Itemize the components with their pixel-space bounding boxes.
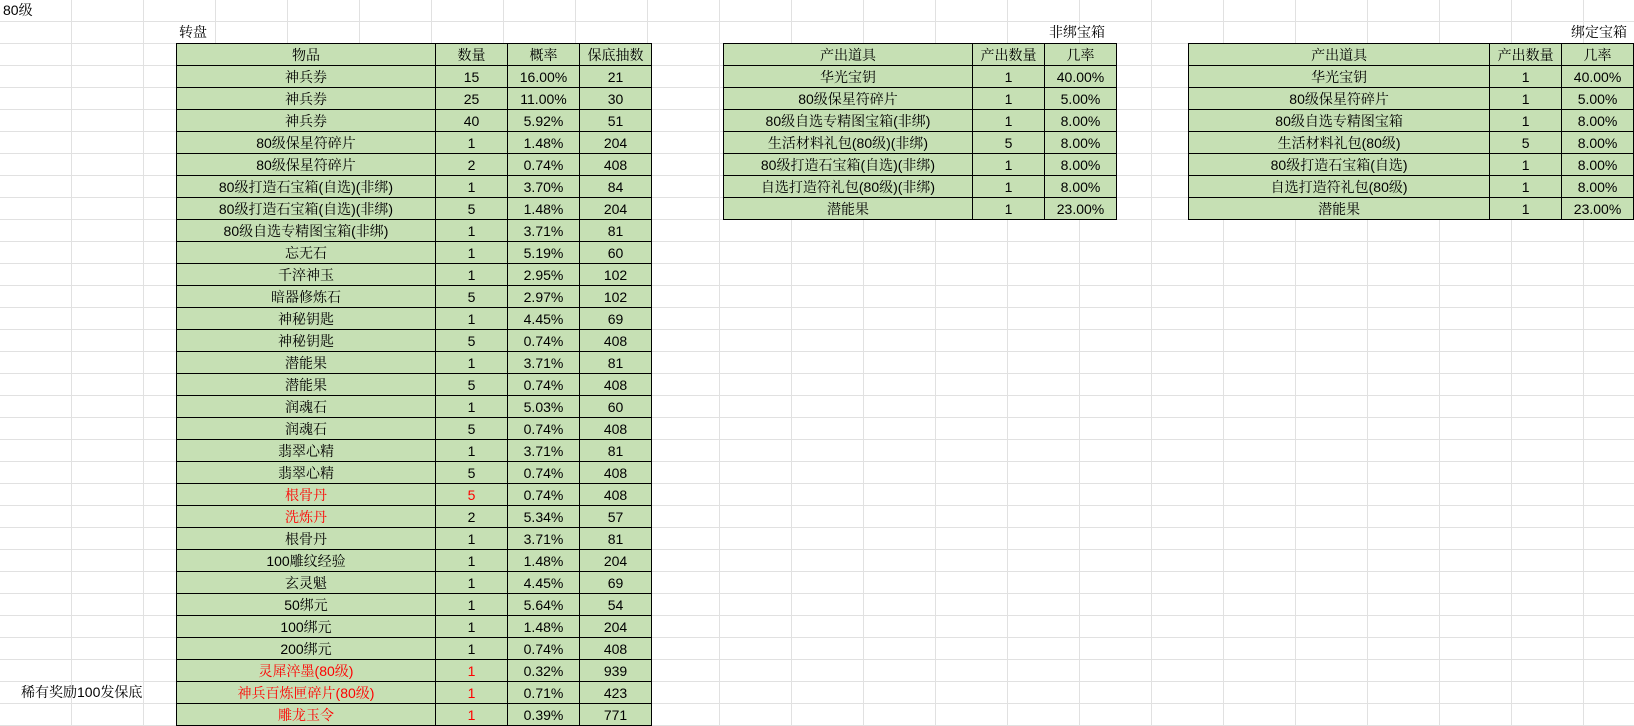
pity-cell[interactable]: 408 — [580, 154, 652, 176]
table-row — [177, 176, 652, 198]
table-row — [1189, 110, 1634, 132]
rate-cell[interactable]: 8.00% — [1562, 132, 1634, 154]
table-row — [177, 88, 652, 110]
prob-cell[interactable]: 0.74% — [508, 374, 580, 396]
output-qty-cell[interactable]: 1 — [973, 66, 1045, 88]
prob-cell[interactable]: 5.03% — [508, 396, 580, 418]
output-item-cell[interactable]: 华光宝钥 — [1189, 66, 1490, 88]
table-row — [177, 286, 652, 308]
qty-cell[interactable]: 1 — [436, 704, 508, 726]
item-cell[interactable]: 润魂石 — [177, 396, 436, 418]
rate-cell[interactable]: 40.00% — [1562, 66, 1634, 88]
wheel-label[interactable]: 转盘 — [179, 24, 207, 40]
wheel-table — [176, 43, 652, 726]
item-cell[interactable]: 洗炼丹 — [177, 506, 436, 528]
item-cell[interactable]: 100雕纹经验 — [177, 550, 436, 572]
qty-cell[interactable]: 1 — [436, 352, 508, 374]
pity-cell[interactable]: 408 — [580, 462, 652, 484]
output-item-cell[interactable]: 80级保星符碎片 — [724, 88, 973, 110]
item-cell[interactable]: 神秘钥匙 — [177, 330, 436, 352]
qty-cell[interactable]: 1 — [436, 220, 508, 242]
qty-cell[interactable]: 40 — [436, 110, 508, 132]
pity-cell[interactable]: 204 — [580, 198, 652, 220]
unbound-header-row — [724, 44, 1117, 66]
output-qty-cell[interactable]: 1 — [1490, 154, 1562, 176]
rate-cell[interactable]: 40.00% — [1045, 66, 1117, 88]
pity-cell[interactable]: 81 — [580, 352, 652, 374]
header-rate[interactable]: 几率 — [1562, 44, 1634, 66]
pity-cell[interactable]: 102 — [580, 264, 652, 286]
table-row — [177, 352, 652, 374]
header-output-qty[interactable]: 产出数量 — [973, 44, 1045, 66]
rate-cell[interactable]: 8.00% — [1045, 176, 1117, 198]
table-row — [724, 176, 1117, 198]
output-qty-cell[interactable]: 1 — [973, 176, 1045, 198]
item-cell[interactable]: 80级保星符碎片 — [177, 132, 436, 154]
table-row — [177, 572, 652, 594]
pity-cell[interactable]: 84 — [580, 176, 652, 198]
header-qty[interactable]: 数量 — [436, 44, 508, 66]
qty-cell[interactable]: 5 — [436, 418, 508, 440]
prob-cell[interactable]: 5.19% — [508, 242, 580, 264]
qty-cell[interactable]: 1 — [436, 594, 508, 616]
prob-cell[interactable]: 3.70% — [508, 176, 580, 198]
prob-cell[interactable]: 0.71% — [508, 682, 580, 704]
qty-cell[interactable]: 1 — [436, 528, 508, 550]
pity-cell[interactable]: 423 — [580, 682, 652, 704]
table-row — [177, 506, 652, 528]
qty-cell[interactable]: 5 — [436, 286, 508, 308]
pity-cell[interactable]: 939 — [580, 660, 652, 682]
qty-cell[interactable]: 1 — [436, 660, 508, 682]
prob-cell[interactable]: 5.92% — [508, 110, 580, 132]
item-cell[interactable]: 潜能果 — [177, 374, 436, 396]
prob-cell[interactable]: 0.74% — [508, 330, 580, 352]
output-item-cell[interactable]: 生活材料礼包(80级)(非绑) — [724, 132, 973, 154]
table-row — [177, 440, 652, 462]
table-row — [177, 462, 652, 484]
table-row — [1189, 176, 1634, 198]
table-row — [177, 198, 652, 220]
table-row — [177, 704, 652, 726]
item-cell[interactable]: 80级自选专精图宝箱(非绑) — [177, 220, 436, 242]
prob-cell[interactable]: 11.00% — [508, 88, 580, 110]
qty-cell[interactable]: 5 — [436, 330, 508, 352]
table-row — [177, 528, 652, 550]
output-item-cell[interactable]: 80级打造石宝箱(自选) — [1189, 154, 1490, 176]
qty-cell[interactable]: 5 — [436, 484, 508, 506]
output-item-cell[interactable]: 80级打造石宝箱(自选)(非绑) — [724, 154, 973, 176]
output-qty-cell[interactable]: 5 — [1490, 132, 1562, 154]
qty-cell[interactable]: 1 — [436, 242, 508, 264]
output-qty-cell[interactable]: 5 — [973, 132, 1045, 154]
table-row — [724, 88, 1117, 110]
table-row — [724, 198, 1117, 220]
prob-cell[interactable]: 1.48% — [508, 550, 580, 572]
pity-cell[interactable]: 30 — [580, 88, 652, 110]
output-item-cell[interactable]: 生活材料礼包(80级) — [1189, 132, 1490, 154]
table-row — [177, 308, 652, 330]
table-row — [1189, 132, 1634, 154]
output-qty-cell[interactable]: 1 — [1490, 198, 1562, 220]
qty-cell[interactable]: 1 — [436, 264, 508, 286]
item-cell[interactable]: 雕龙玉令 — [177, 704, 436, 726]
item-cell[interactable]: 灵犀淬墨(80级) — [177, 660, 436, 682]
prob-cell[interactable]: 16.00% — [508, 66, 580, 88]
qty-cell[interactable]: 25 — [436, 88, 508, 110]
qty-cell[interactable]: 5 — [436, 462, 508, 484]
pity-cell[interactable]: 51 — [580, 110, 652, 132]
table-row — [177, 264, 652, 286]
prob-cell[interactable]: 0.74% — [508, 484, 580, 506]
pity-cell[interactable]: 81 — [580, 528, 652, 550]
header-rate[interactable]: 几率 — [1045, 44, 1117, 66]
output-qty-cell[interactable]: 1 — [973, 154, 1045, 176]
rate-cell[interactable]: 8.00% — [1045, 110, 1117, 132]
prob-cell[interactable]: 3.71% — [508, 440, 580, 462]
qty-cell[interactable]: 5 — [436, 374, 508, 396]
output-item-cell[interactable]: 80级自选专精图宝箱(非绑) — [724, 110, 973, 132]
qty-cell[interactable]: 1 — [436, 440, 508, 462]
table-row — [177, 220, 652, 242]
table-row — [1189, 154, 1634, 176]
prob-cell[interactable]: 5.34% — [508, 506, 580, 528]
item-cell[interactable]: 翡翠心精 — [177, 440, 436, 462]
item-cell[interactable]: 80级保星符碎片 — [177, 154, 436, 176]
pity-cell[interactable]: 204 — [580, 132, 652, 154]
qty-cell[interactable]: 1 — [436, 176, 508, 198]
rate-cell[interactable]: 5.00% — [1562, 88, 1634, 110]
pity-cell[interactable]: 408 — [580, 484, 652, 506]
item-cell[interactable]: 神兵券 — [177, 88, 436, 110]
output-item-cell[interactable]: 80级自选专精图宝箱 — [1189, 110, 1490, 132]
prob-cell[interactable]: 5.64% — [508, 594, 580, 616]
pity-cell[interactable]: 204 — [580, 550, 652, 572]
item-cell[interactable]: 100绑元 — [177, 616, 436, 638]
rare-reward-note[interactable]: 稀有奖励100发保底 — [21, 684, 143, 700]
table-row — [177, 374, 652, 396]
table-row — [177, 110, 652, 132]
item-cell[interactable]: 根骨丹 — [177, 484, 436, 506]
table-row — [724, 132, 1117, 154]
table-row — [724, 66, 1117, 88]
rate-cell[interactable]: 8.00% — [1045, 132, 1117, 154]
item-cell[interactable]: 翡翠心精 — [177, 462, 436, 484]
table-row — [177, 418, 652, 440]
header-output-item[interactable]: 产出道具 — [724, 44, 973, 66]
table-row — [177, 484, 652, 506]
header-item[interactable]: 物品 — [177, 44, 436, 66]
pity-cell[interactable]: 408 — [580, 418, 652, 440]
table-row — [177, 616, 652, 638]
table-row — [177, 330, 652, 352]
output-qty-cell[interactable]: 1 — [973, 110, 1045, 132]
rate-cell[interactable]: 8.00% — [1045, 154, 1117, 176]
table-row — [177, 682, 652, 704]
item-cell[interactable]: 200绑元 — [177, 638, 436, 660]
rate-cell[interactable]: 23.00% — [1045, 198, 1117, 220]
rate-cell[interactable]: 5.00% — [1045, 88, 1117, 110]
table-row — [1189, 198, 1634, 220]
item-cell[interactable]: 千淬神玉 — [177, 264, 436, 286]
prob-cell[interactable]: 0.74% — [508, 418, 580, 440]
prob-cell[interactable]: 2.95% — [508, 264, 580, 286]
output-qty-cell[interactable]: 1 — [1490, 88, 1562, 110]
pity-cell[interactable]: 102 — [580, 286, 652, 308]
qty-cell[interactable]: 1 — [436, 682, 508, 704]
qty-cell[interactable]: 1 — [436, 308, 508, 330]
item-cell[interactable]: 忘无石 — [177, 242, 436, 264]
bound-header-row — [1189, 44, 1634, 66]
pity-cell[interactable]: 21 — [580, 66, 652, 88]
wheel-header-row — [177, 44, 652, 66]
prob-cell[interactable]: 4.45% — [508, 572, 580, 594]
qty-cell[interactable]: 15 — [436, 66, 508, 88]
table-row — [177, 594, 652, 616]
level-label[interactable]: 80级 — [3, 2, 33, 18]
pity-cell[interactable]: 69 — [580, 572, 652, 594]
item-cell[interactable]: 玄灵魁 — [177, 572, 436, 594]
prob-cell[interactable]: 3.71% — [508, 352, 580, 374]
pity-cell[interactable]: 81 — [580, 440, 652, 462]
table-row — [177, 154, 652, 176]
item-cell[interactable]: 润魂石 — [177, 418, 436, 440]
table-row — [724, 110, 1117, 132]
output-item-cell[interactable]: 自选打造符礼包(80级)(非绑) — [724, 176, 973, 198]
rate-cell[interactable]: 8.00% — [1562, 176, 1634, 198]
prob-cell[interactable]: 0.74% — [508, 638, 580, 660]
table-row — [177, 638, 652, 660]
item-cell[interactable]: 潜能果 — [177, 352, 436, 374]
prob-cell[interactable]: 0.39% — [508, 704, 580, 726]
pity-cell[interactable]: 54 — [580, 594, 652, 616]
item-cell[interactable]: 神兵券 — [177, 66, 436, 88]
prob-cell[interactable]: 4.45% — [508, 308, 580, 330]
prob-cell[interactable]: 0.74% — [508, 154, 580, 176]
item-cell[interactable]: 神兵百炼匣碎片(80级) — [177, 682, 436, 704]
item-cell[interactable]: 暗器修炼石 — [177, 286, 436, 308]
prob-cell[interactable]: 0.32% — [508, 660, 580, 682]
bound-box-title[interactable]: 绑定宝箱 — [1571, 24, 1627, 40]
output-qty-cell[interactable]: 1 — [1490, 110, 1562, 132]
prob-cell[interactable]: 3.71% — [508, 220, 580, 242]
item-cell[interactable]: 神秘钥匙 — [177, 308, 436, 330]
qty-cell[interactable]: 1 — [436, 616, 508, 638]
output-qty-cell[interactable]: 1 — [973, 88, 1045, 110]
rate-cell[interactable]: 23.00% — [1562, 198, 1634, 220]
pity-cell[interactable]: 408 — [580, 330, 652, 352]
qty-cell[interactable]: 1 — [436, 132, 508, 154]
table-row — [177, 132, 652, 154]
pity-cell[interactable]: 57 — [580, 506, 652, 528]
table-row — [177, 660, 652, 682]
item-cell[interactable]: 80级打造石宝箱(自选)(非绑) — [177, 198, 436, 220]
prob-cell[interactable]: 0.74% — [508, 462, 580, 484]
prob-cell[interactable]: 1.48% — [508, 616, 580, 638]
table-row — [1189, 66, 1634, 88]
pity-cell[interactable]: 81 — [580, 220, 652, 242]
item-cell[interactable]: 50绑元 — [177, 594, 436, 616]
prob-cell[interactable]: 3.71% — [508, 528, 580, 550]
table-row — [177, 242, 652, 264]
item-cell[interactable]: 80级打造石宝箱(自选)(非绑) — [177, 176, 436, 198]
header-prob[interactable]: 概率 — [508, 44, 580, 66]
table-row — [177, 66, 652, 88]
output-item-cell[interactable]: 潜能果 — [1189, 198, 1490, 220]
qty-cell[interactable]: 1 — [436, 638, 508, 660]
item-cell[interactable]: 根骨丹 — [177, 528, 436, 550]
pity-cell[interactable]: 60 — [580, 242, 652, 264]
table-row — [1189, 88, 1634, 110]
pity-cell[interactable]: 408 — [580, 374, 652, 396]
table-row — [177, 396, 652, 418]
output-item-cell[interactable]: 80级保星符碎片 — [1189, 88, 1490, 110]
unbound-box-table — [723, 43, 1117, 220]
output-item-cell[interactable]: 潜能果 — [724, 198, 973, 220]
output-qty-cell[interactable]: 1 — [1490, 176, 1562, 198]
qty-cell[interactable]: 5 — [436, 198, 508, 220]
item-cell[interactable]: 神兵券 — [177, 110, 436, 132]
output-qty-cell[interactable]: 1 — [1490, 66, 1562, 88]
rate-cell[interactable]: 8.00% — [1562, 110, 1634, 132]
pity-cell[interactable]: 60 — [580, 396, 652, 418]
header-output-qty[interactable]: 产出数量 — [1490, 44, 1562, 66]
header-output-item[interactable]: 产出道具 — [1189, 44, 1490, 66]
unbound-box-title[interactable]: 非绑宝箱 — [1049, 24, 1105, 40]
pity-cell[interactable]: 69 — [580, 308, 652, 330]
bound-box-table — [1188, 43, 1634, 220]
output-item-cell[interactable]: 华光宝钥 — [724, 66, 973, 88]
output-item-cell[interactable]: 自选打造符礼包(80级) — [1189, 176, 1490, 198]
prob-cell[interactable]: 2.97% — [508, 286, 580, 308]
qty-cell[interactable]: 1 — [436, 396, 508, 418]
qty-cell[interactable]: 2 — [436, 506, 508, 528]
pity-cell[interactable]: 771 — [580, 704, 652, 726]
rate-cell[interactable]: 8.00% — [1562, 154, 1634, 176]
pity-cell[interactable]: 408 — [580, 638, 652, 660]
prob-cell[interactable]: 1.48% — [508, 132, 580, 154]
qty-cell[interactable]: 1 — [436, 572, 508, 594]
qty-cell[interactable]: 1 — [436, 550, 508, 572]
table-row — [724, 154, 1117, 176]
prob-cell[interactable]: 1.48% — [508, 198, 580, 220]
pity-cell[interactable]: 204 — [580, 616, 652, 638]
table-row — [177, 550, 652, 572]
qty-cell[interactable]: 2 — [436, 154, 508, 176]
output-qty-cell[interactable]: 1 — [973, 198, 1045, 220]
header-pity[interactable]: 保底抽数 — [580, 44, 652, 66]
